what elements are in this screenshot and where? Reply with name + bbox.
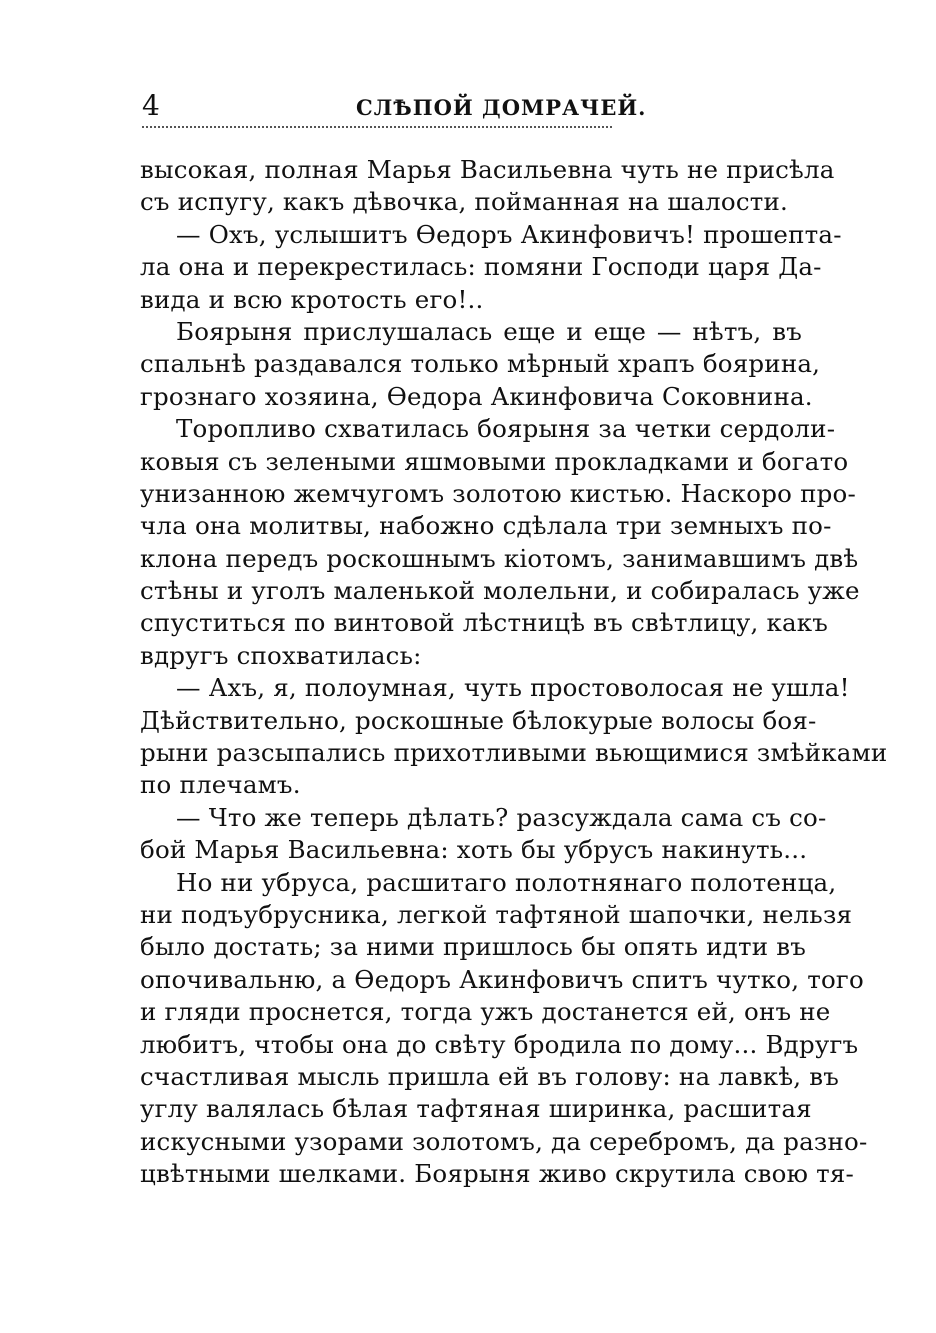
text-line: бой Марья Васильевна: хоть бы убрусъ накинуть... bbox=[140, 835, 808, 865]
text-line: ла она и перекрестилась: помяни Господи царя Да- bbox=[140, 252, 822, 282]
text-line: чла она молитвы, набожно сдѣлала три земныхъ по- bbox=[140, 511, 832, 541]
text-line: вида и всю кротость его!.. bbox=[140, 284, 484, 314]
text-line: высокая, полная Марья Васильевна чуть не присѣла bbox=[140, 155, 835, 184]
text-line: — Что же теперь дѣлать? разсуждала сама съ со- bbox=[176, 802, 827, 832]
page-number: 4 bbox=[142, 89, 160, 122]
text-line: — Ахъ, я, полоумная, чуть простоволосая не ушла! bbox=[176, 673, 850, 703]
text-line: опочивальню, а Ѳедоръ Акинфовичъ спитъ чутко, того bbox=[140, 964, 864, 994]
text-line: стѣны и уголъ маленькой молельни, и собиралась уже bbox=[140, 576, 860, 606]
text-line: спальнѣ раздавался только мѣрный храпъ боярина, bbox=[140, 349, 821, 379]
text-line: клона передъ роскошнымъ кіотомъ, занимавшимъ двѣ bbox=[140, 543, 859, 573]
text-line: счастливая мысль пришла ей въ голову: на лавкѣ, въ bbox=[140, 1061, 840, 1091]
text-line: — Охъ, услышитъ Ѳедоръ Акинфовичъ! прошепта- bbox=[176, 219, 842, 249]
text-line: унизанною жемчугомъ золотою кистью. Наскоро про- bbox=[140, 478, 856, 508]
text-line: углу валялась бѣлая тафтяная ширинка, расшитая bbox=[140, 1094, 812, 1124]
text-line: Но ни убруса, расшитаго полотнянаго полотенца, bbox=[176, 867, 837, 897]
header-divider bbox=[142, 126, 612, 128]
text-line: было достать; за ними пришлось бы опять идти въ bbox=[140, 932, 806, 962]
text-line: любитъ, чтобы она до свѣту бродила по дому... Вдругъ bbox=[140, 1029, 859, 1059]
text-line: Торопливо схватилась боярыня за четки сердоли- bbox=[176, 414, 836, 444]
text-line: съ испугу, какъ дѣвочка, пойманная на шалости. bbox=[140, 187, 789, 217]
text-line: вдругъ спохватилась: bbox=[140, 640, 422, 670]
text-line: Боярыня прислушалась еще и еще — нѣтъ, въ bbox=[176, 316, 802, 346]
text-line: Дѣйствительно, роскошные бѣлокурые волосы боя- bbox=[140, 705, 817, 735]
text-line: рыни разсыпались прихотливыми вьющимися змѣйками bbox=[140, 738, 888, 768]
text-line: цвѣтными шелками. Боярыня живо скрутила свою тя- bbox=[140, 1159, 855, 1189]
text-line: и гляди проснется, тогда ужъ достанется ей, онъ не bbox=[140, 997, 831, 1027]
body-text bbox=[140, 154, 888, 1191]
text-line: искусными узорами золотомъ, да серебромъ, да разно- bbox=[140, 1126, 868, 1156]
page-header bbox=[142, 88, 792, 128]
text-line: грознаго хозяина, Ѳедора Акинфовича Соковнина. bbox=[140, 381, 813, 411]
text-line: по плечамъ. bbox=[140, 770, 301, 800]
text-line: ни подъубрусника, легкой тафтяной шапочки, нельзя bbox=[140, 899, 853, 929]
text-line: спуститься по винтовой лѣстницѣ въ свѣтлицу, какъ bbox=[140, 608, 829, 638]
text-line: ковыя съ зелеными яшмовыми прокладками и богато bbox=[140, 446, 849, 476]
running-title: СЛѢПОЙ ДОМРАЧЕЙ. bbox=[356, 95, 647, 120]
